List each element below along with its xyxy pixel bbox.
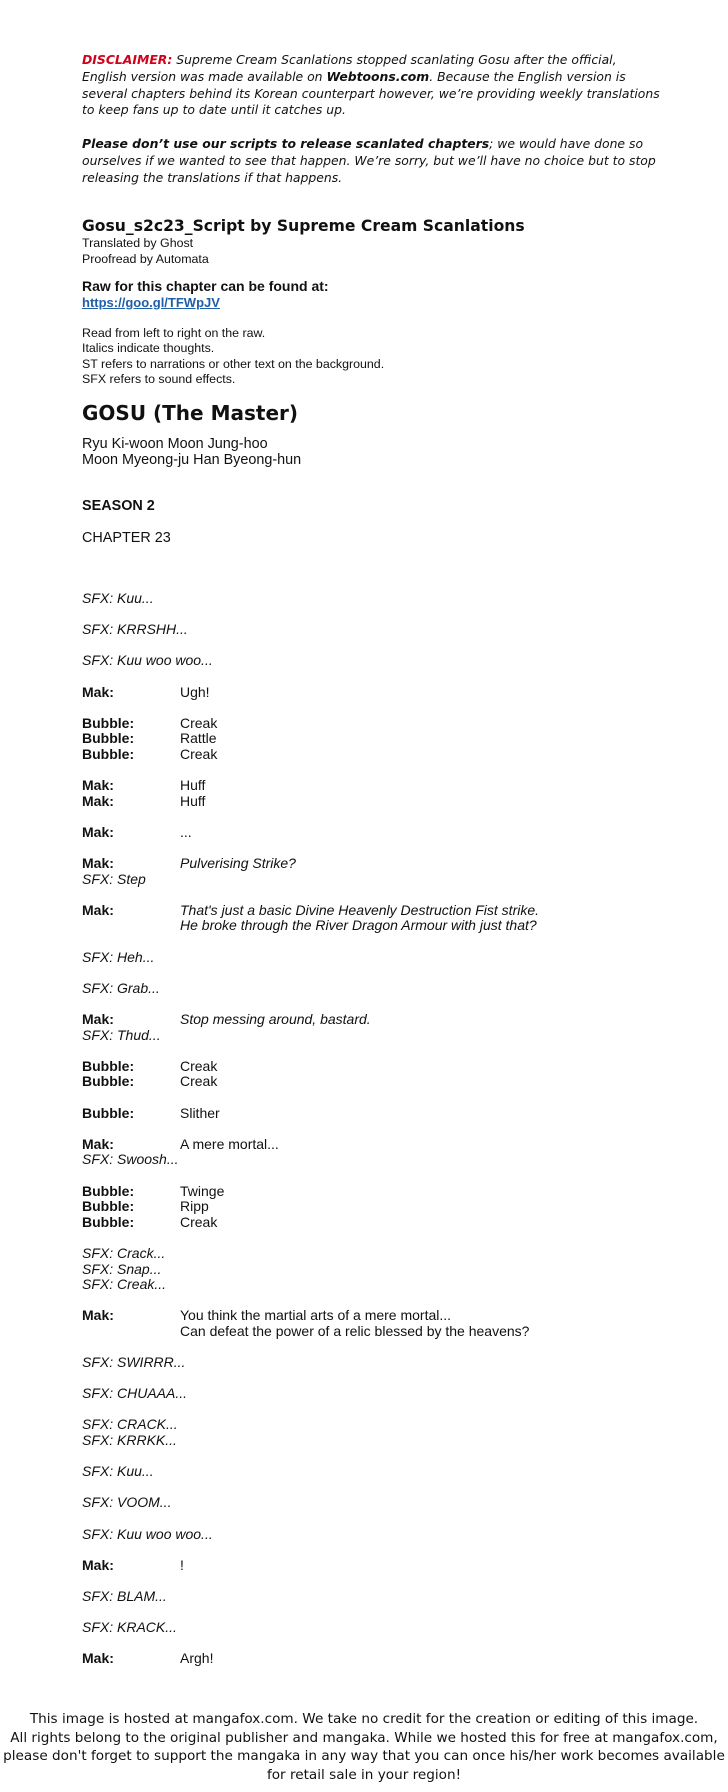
- sfx-text: SFX: KRRKK...: [82, 1432, 177, 1449]
- dialogue-line: [82, 1324, 682, 1340]
- sfx-line: [82, 1464, 682, 1480]
- speaker-label: Mak:: [82, 683, 114, 700]
- sfx-text: SFX: CHUAAA...: [82, 1385, 188, 1402]
- footer-line-3: please don't forget to support the mangaka in any way that you can once his/her work becomes available: [3, 1748, 725, 1765]
- header-block: [82, 52, 662, 546]
- disclaimer-label: DISCLAIMER:: [82, 52, 173, 67]
- translator-credit: Translated by Ghost: [82, 236, 194, 251]
- sfx-line: [82, 1355, 682, 1371]
- spacer: [82, 1230, 682, 1246]
- spacer: [82, 1293, 682, 1309]
- spacer: [82, 1340, 682, 1356]
- spacer: [82, 1542, 682, 1558]
- dialogue-line: [82, 1106, 682, 1122]
- speaker-label: Mak:: [82, 823, 114, 840]
- speaker-label: Bubble:: [82, 714, 135, 731]
- spacer: [82, 1090, 682, 1106]
- spacer: [82, 1402, 682, 1418]
- note-1: Read from left to right on the raw.: [82, 325, 266, 340]
- sfx-text: SFX: BLAM...: [82, 1588, 167, 1604]
- speaker-label: Mak:: [82, 1135, 114, 1152]
- dialogue-line: [82, 794, 682, 810]
- spacer: [82, 1511, 682, 1527]
- warning-text: ; we would have done so ourselves if we wanted to see that happen. We’re sorry, but we’ll have no choice but to stop releasing the translations if that happens.: [82, 135, 656, 185]
- disclaimer-paragraph: [82, 52, 662, 119]
- dialogue-text: Creak: [180, 745, 218, 762]
- hosting-notice: [0, 1710, 728, 1784]
- character-names-1: Ryu Ki-woon Moon Jung-hoo: [82, 435, 268, 452]
- sfx-line: [82, 1277, 682, 1293]
- dialogue-line: [82, 1012, 682, 1028]
- dialogue-text: Pulverising Strike?: [180, 855, 296, 872]
- spacer: [82, 996, 682, 1012]
- sfx-line: [82, 1527, 682, 1543]
- sfx-line: [82, 1386, 682, 1402]
- speaker-label: Mak:: [82, 792, 114, 809]
- sfx-text: SFX: CRACK...: [82, 1416, 178, 1433]
- spacer: [82, 700, 682, 716]
- speaker-label: Mak:: [82, 1556, 114, 1573]
- dialogue-text: You think the martial arts of a mere mortal...: [180, 1307, 452, 1324]
- sfx-text: SFX: Kuu...: [82, 590, 154, 606]
- dialogue-text: !: [180, 1556, 184, 1573]
- sfx-line: [82, 591, 682, 607]
- script-title: Gosu_s2c23_Script by Supreme Cream Scanlations: [82, 217, 525, 236]
- disclaimer-site: Webtoons.com: [326, 68, 430, 84]
- spacer: [82, 934, 682, 950]
- sfx-line: [82, 653, 682, 669]
- dialogue-text: Ripp: [180, 1198, 209, 1215]
- sfx-text: SFX: SWIRRR...: [82, 1354, 186, 1371]
- speaker-label: Bubble:: [82, 730, 135, 747]
- spacer: [82, 1043, 682, 1059]
- sfx-line: [82, 1417, 682, 1433]
- sfx-text: SFX: Swoosh...: [82, 1151, 179, 1168]
- spacer: [82, 1480, 682, 1496]
- spacer: [82, 965, 682, 981]
- speaker-label: Bubble:: [82, 1198, 135, 1215]
- dialogue-line: [82, 747, 682, 763]
- spacer: [82, 1168, 682, 1184]
- dialogue-text: Creak: [180, 1057, 218, 1074]
- spacer: [82, 638, 682, 654]
- speaker-label: Bubble:: [82, 1213, 135, 1230]
- sfx-line: [82, 1028, 682, 1044]
- sfx-text: SFX: Step: [82, 870, 146, 887]
- sfx-line: [82, 872, 682, 888]
- dialogue-line: [82, 1215, 682, 1231]
- dialogue-line: [82, 685, 682, 701]
- dialogue-line: [82, 1137, 682, 1153]
- spacer: [82, 1449, 682, 1465]
- spacer: [82, 841, 682, 857]
- dialogue-text: Creak: [180, 1213, 218, 1230]
- dialogue-line: [82, 918, 682, 934]
- note-4: SFX refers to sound effects.: [82, 372, 236, 387]
- spacer: [82, 1605, 682, 1621]
- series-title: GOSU (The Master): [82, 400, 299, 425]
- speaker-label: Mak:: [82, 1307, 114, 1324]
- sfx-line: [82, 981, 682, 997]
- dialogue-text: He broke through the River Dragon Armour with just that?: [180, 917, 537, 934]
- warning-paragraph: [82, 136, 662, 186]
- warning-bold: Please don’t use our scripts to release scanlated chapters: [82, 135, 490, 151]
- spacer: [82, 1371, 682, 1387]
- dialogue-text: Stop messing around, bastard.: [180, 1011, 371, 1028]
- dialogue-line: [82, 856, 682, 872]
- dialogue-text: A mere mortal...: [180, 1135, 279, 1152]
- spacer: [82, 809, 682, 825]
- sfx-line: [82, 1495, 682, 1511]
- sfx-line: [82, 1620, 682, 1636]
- spacer: [82, 669, 682, 685]
- speaker-label: Mak:: [82, 855, 114, 872]
- note-3: ST refers to narrations or other text on the background.: [82, 356, 385, 371]
- sfx-line: [82, 1262, 682, 1278]
- sfx-text: SFX: KRACK...: [82, 1619, 177, 1636]
- speaker-label: Bubble:: [82, 1104, 135, 1121]
- dialogue-text: Huff: [180, 777, 206, 794]
- dialogue-line: [82, 778, 682, 794]
- sfx-text: SFX: Kuu woo woo...: [82, 1525, 213, 1542]
- speaker-label: Mak:: [82, 901, 114, 918]
- dialogue-line: [82, 716, 682, 732]
- dialogue-text: ...: [180, 823, 192, 840]
- sfx-text: SFX: Heh...: [82, 948, 155, 965]
- sfx-line: [82, 1433, 682, 1449]
- sfx-line: [82, 622, 682, 638]
- dialogue-line: [82, 825, 682, 841]
- speaker-label: Mak:: [82, 777, 114, 794]
- chapter-label: CHAPTER 23: [82, 529, 171, 546]
- speaker-label: Mak:: [82, 1650, 114, 1667]
- sfx-line: [82, 1246, 682, 1262]
- dialogue-line: [82, 1558, 682, 1574]
- dialogue-line: [82, 1308, 682, 1324]
- dialogue-text: Ugh!: [180, 683, 210, 700]
- dialogue-text: Huff: [180, 792, 206, 809]
- dialogue-line: [82, 903, 682, 919]
- sfx-text: SFX: Snap...: [82, 1260, 162, 1277]
- note-2: Italics indicate thoughts.: [82, 341, 215, 356]
- dialogue-line: [82, 1074, 682, 1090]
- spacer: [82, 1636, 682, 1652]
- dialogue-text: Creak: [180, 1073, 218, 1090]
- spacer: [82, 887, 682, 903]
- speaker-label: Bubble:: [82, 745, 135, 762]
- dialogue-text: Rattle: [180, 730, 217, 747]
- footer-line-4: for retail sale in your region!: [266, 1766, 462, 1783]
- sfx-line: [82, 950, 682, 966]
- sfx-text: SFX: Thud...: [82, 1026, 161, 1043]
- disclaimer-text-1: Supreme Cream Scanlations stopped scanlating Gosu after the official, English version was made available on: [82, 52, 617, 84]
- season-label: SEASON 2: [82, 497, 155, 514]
- spacer: [82, 763, 682, 779]
- sfx-text: SFX: Kuu...: [82, 1463, 154, 1480]
- sfx-text: SFX: VOOM...: [82, 1494, 172, 1511]
- sfx-text: SFX: Kuu woo woo...: [82, 652, 213, 669]
- character-names-2: Moon Myeong-ju Han Byeong-hun: [82, 451, 302, 468]
- sfx-text: SFX: Creak...: [82, 1276, 167, 1293]
- dialogue-line: [82, 1059, 682, 1075]
- sfx-text: SFX: Crack...: [82, 1244, 166, 1261]
- dialogue-line: [82, 1184, 682, 1200]
- dialogue-text: That's just a basic Divine Heavenly Destruction Fist strike.: [180, 901, 540, 918]
- footer-line-2: All rights belong to the original publisher and mangaka. While we hosted this for free at mangafox.com,: [10, 1729, 718, 1746]
- dialogue-text: Creak: [180, 714, 218, 731]
- raw-heading: Raw for this chapter can be found at:: [82, 277, 329, 294]
- dialogue-text: Argh!: [180, 1650, 214, 1667]
- disclaimer-text-2: . Because the English version is several chapters behind its Korean counterpart however, we’re providing weekly translations to keep fans up to date until it catches up.: [82, 68, 660, 118]
- script-lines: [82, 591, 682, 1667]
- dialogue-text: Can defeat the power of a relic blessed by the heavens?: [180, 1322, 530, 1339]
- sfx-line: [82, 1589, 682, 1605]
- spacer: [82, 607, 682, 623]
- dialogue-line: [82, 1199, 682, 1215]
- sfx-text: SFX: KRRSHH...: [82, 621, 188, 638]
- dialogue-text: Twinge: [180, 1182, 225, 1199]
- dialogue-line: [82, 1651, 682, 1667]
- speaker-label: Mak:: [82, 1011, 114, 1028]
- footer-line-1: This image is hosted at mangafox.com. We take no credit for the creation or editing of this image.: [29, 1711, 699, 1727]
- dialogue-line: [82, 731, 682, 747]
- speaker-label: Bubble:: [82, 1057, 135, 1074]
- sfx-text: SFX: Grab...: [82, 979, 160, 996]
- speaker-label: Bubble:: [82, 1073, 135, 1090]
- spacer: [82, 1121, 682, 1137]
- sfx-line: [82, 1152, 682, 1168]
- proofreader-credit: Proofread by Automata: [82, 251, 209, 266]
- speaker-label: Bubble:: [82, 1182, 135, 1199]
- spacer: [82, 1573, 682, 1589]
- raw-link[interactable]: https://goo.gl/TFWpJV: [82, 294, 220, 310]
- dialogue-text: Slither: [180, 1104, 220, 1121]
